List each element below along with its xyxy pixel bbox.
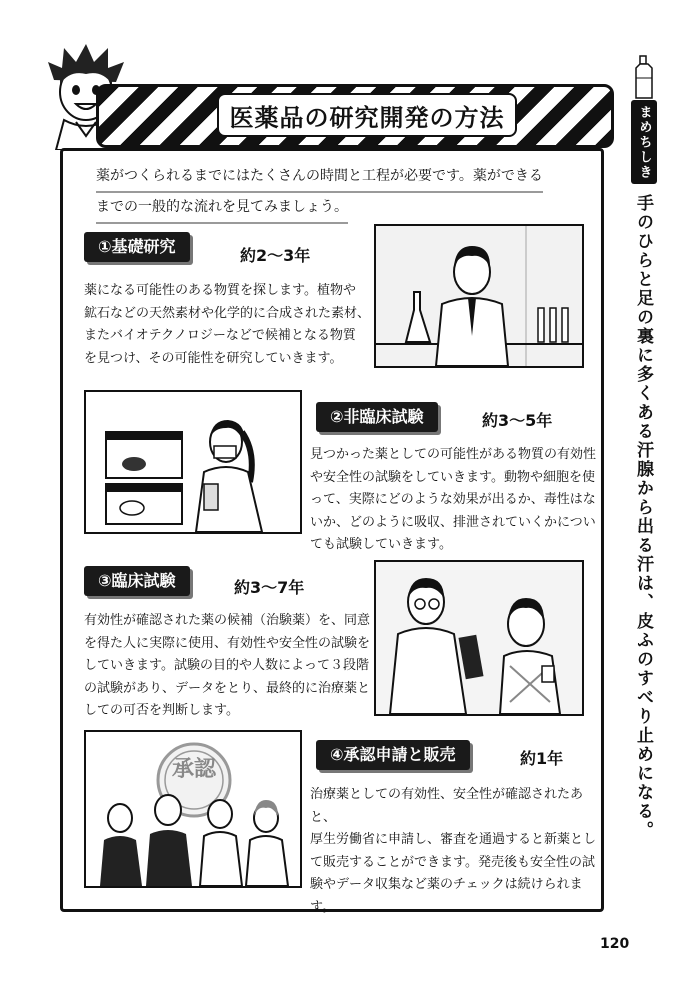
page-title: 医薬品の研究開発の方法 <box>217 93 517 137</box>
intro-paragraph <box>96 162 592 224</box>
doctor-patient-illustration <box>374 560 584 716</box>
step-description-approval-sales: 治療薬としての有効性、安全性が確認されたあと、 厚生労働省に申請し、審査を通過すると新薬とし て販売することができます。発売後も安全性の試 験やデータ収集など薬のチェックは続けられます。 <box>310 787 597 915</box>
intro-line: 薬がつくられるまでにはたくさんの時間と工程が必要です。薬ができる <box>96 162 543 193</box>
step-duration-approval-sales: 約1年 <box>520 749 564 768</box>
step-label-approval-sales: ④承認申請と販売 <box>316 740 470 770</box>
step-duration-basic-research: 約2～3年 <box>240 246 311 265</box>
step-description-nonclinical-trial: 見つかった薬としての可能性がある物質の有効性 や安全性の試験をしていきます。動物や細胞を使 って、実際にどのような効果が出るか、毒性はな いか、どのように吸収、排泄されていくかについ ても試験していきます。 <box>310 447 597 552</box>
page-number: 120 <box>600 936 630 952</box>
researcher-illustration <box>374 224 584 368</box>
soap-bottle-icon <box>632 54 656 100</box>
intro-line: までの一般的な流れを見てみましょう。 <box>96 193 348 224</box>
animal-testing-illustration <box>84 390 302 534</box>
trivia-label: まめちしき <box>631 100 657 184</box>
step-label-nonclinical-trial: ②非臨床試験 <box>316 402 438 432</box>
step-label-basic-research: ①基礎研究 <box>84 232 190 262</box>
step-description-clinical-trial: 有効性が確認された薬の候補（治験薬）を、同意 を得た人に実際に使用、有効性や安全性の試験を していきます。試験の目的や人数によって３段階 の試験があり、データをとり、最終的に治療薬と しての可否を判断します。 <box>84 613 371 718</box>
approval-stamp-text: 承認 <box>171 757 217 782</box>
step-description-basic-research: 薬になる可能性のある物質を探します。植物や 鉱石などの天然素材や化学的に合成された素材、 またバイオテクノロジーなどで候補となる物質 を見つけ、その可能性を研究していきます。 <box>84 283 371 366</box>
step-label-clinical-trial: ③臨床試験 <box>84 566 190 596</box>
approval-team-illustration <box>84 730 302 888</box>
step-duration-nonclinical-trial: 約3～5年 <box>482 411 553 430</box>
step-duration-clinical-trial: 約3～7年 <box>234 578 305 597</box>
title-banner <box>96 84 614 148</box>
trivia-text: 手のひらと足の裏に多くある汗腺から出る汗は、皮ふのすべり止めになる。 <box>633 194 653 840</box>
